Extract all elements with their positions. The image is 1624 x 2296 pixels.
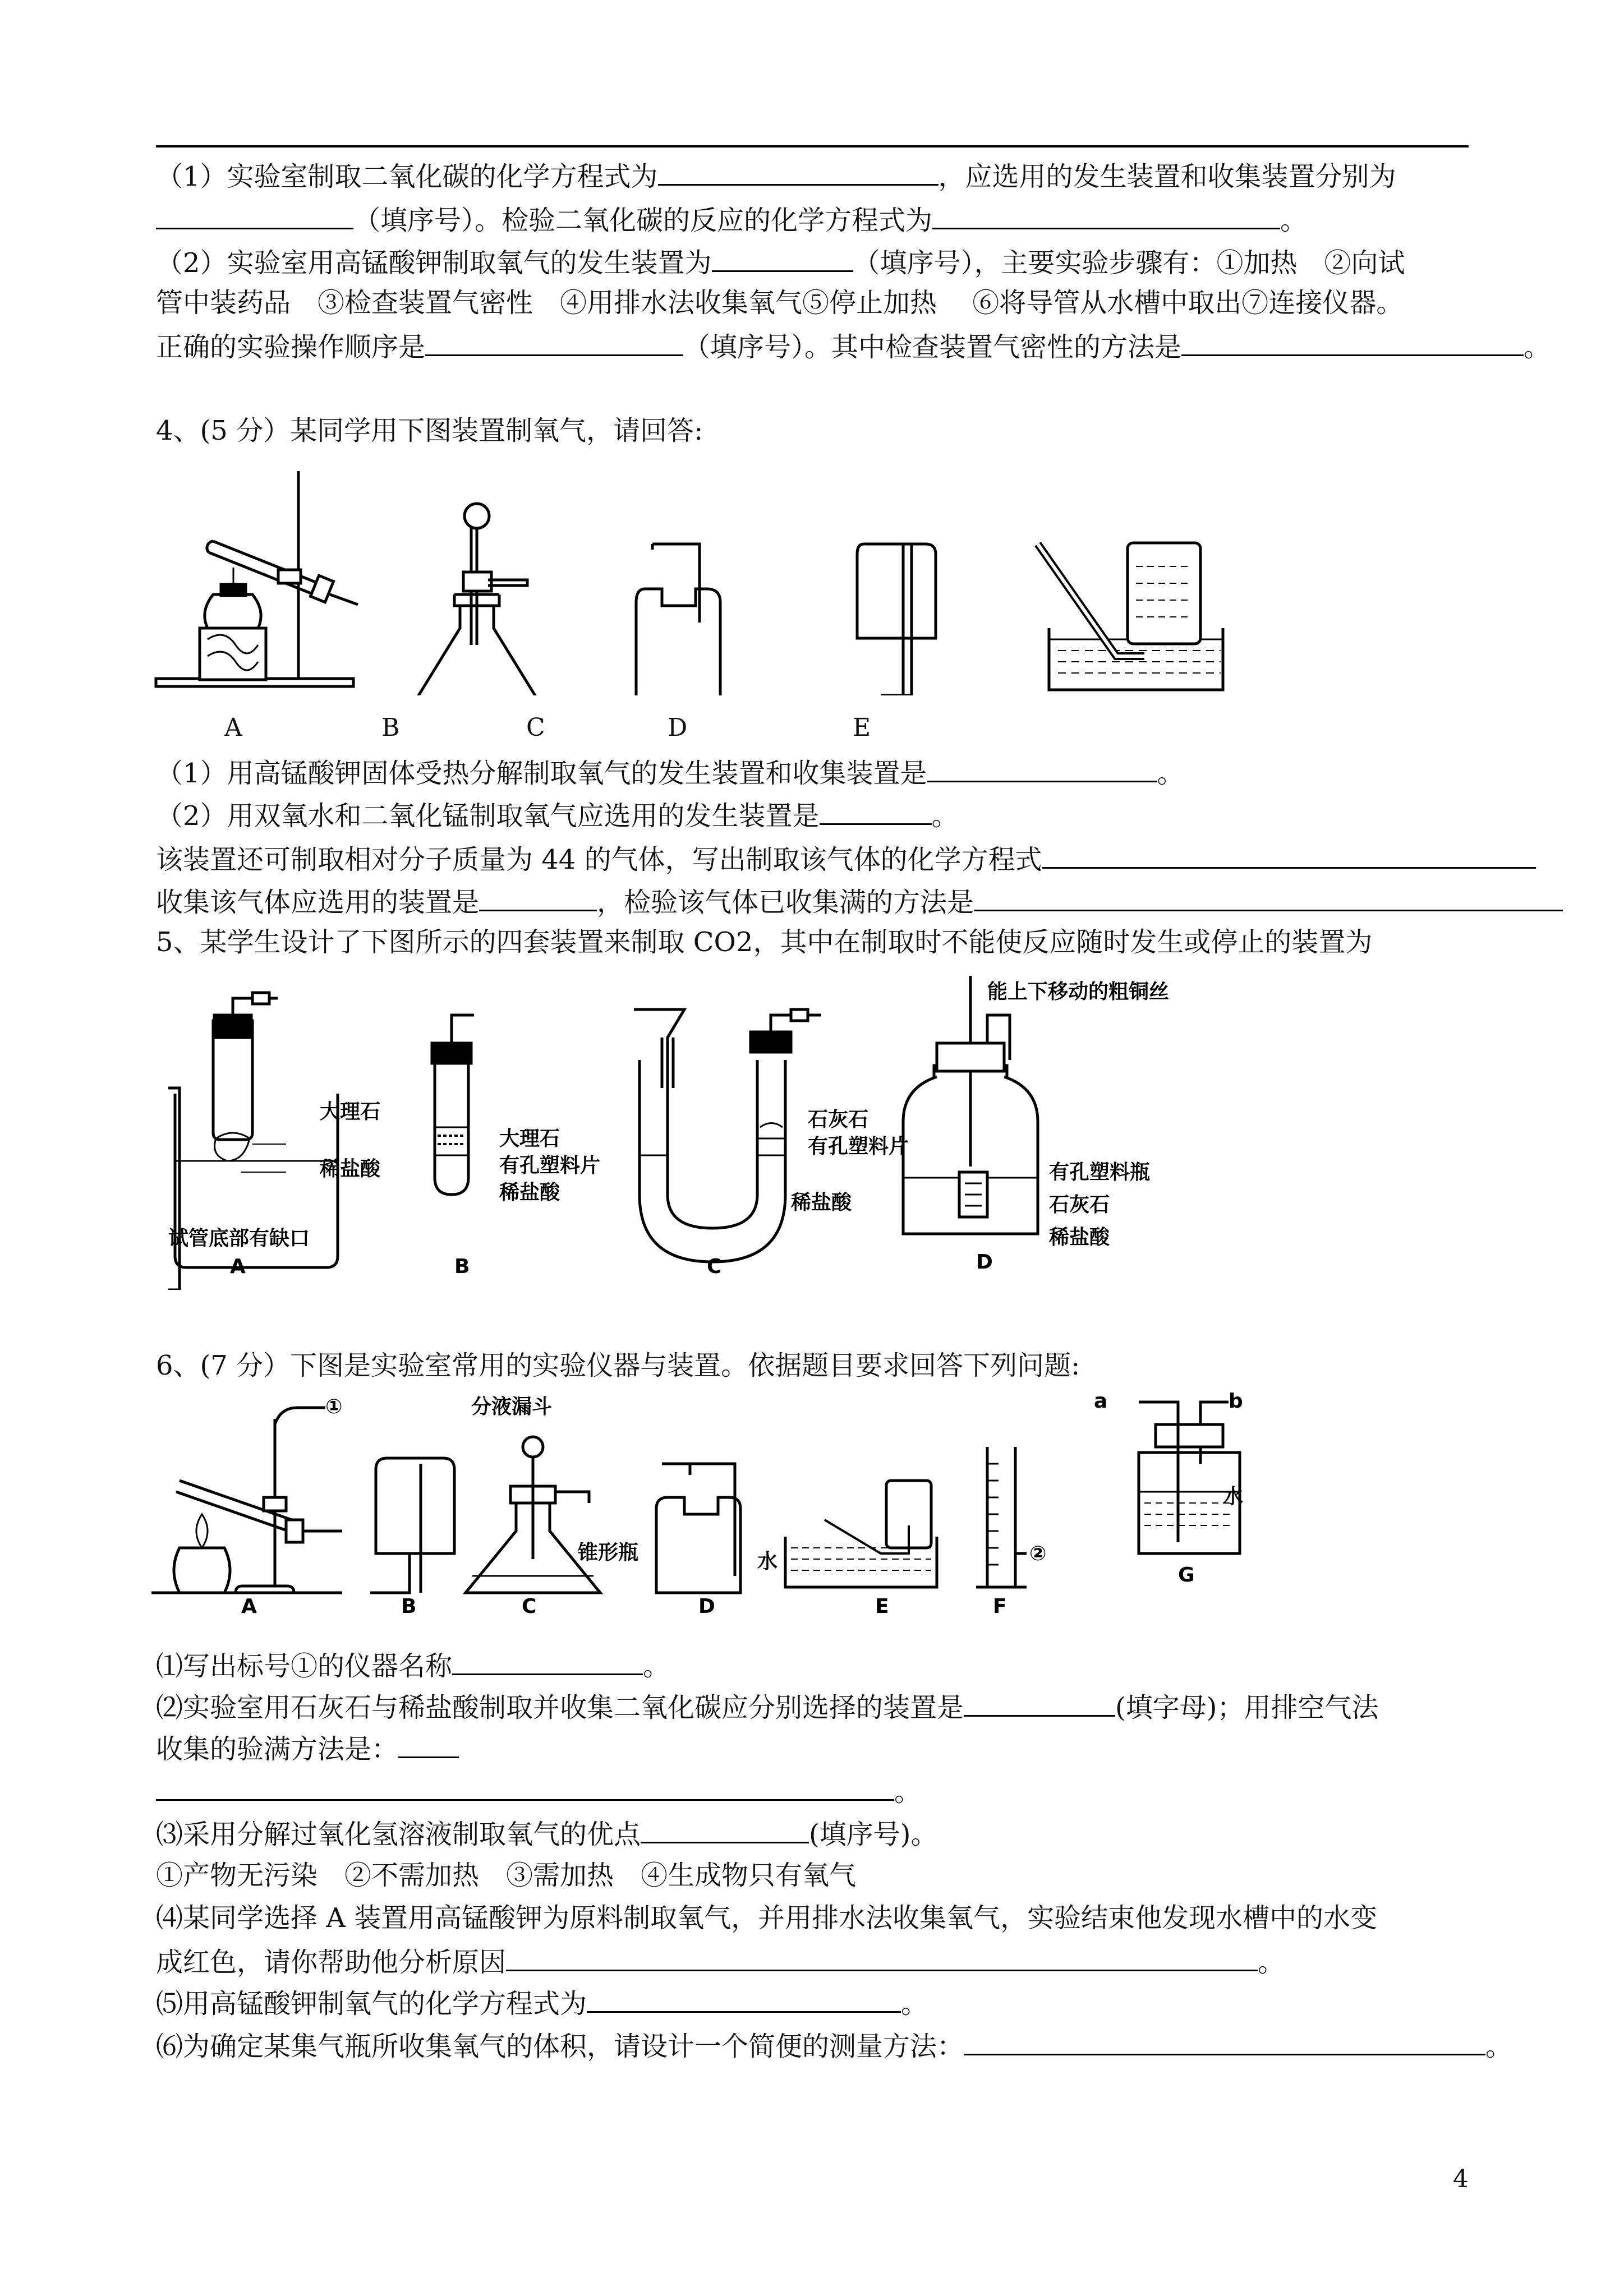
answer-blank[interactable] bbox=[641, 1816, 809, 1843]
q6-line-5 bbox=[156, 1816, 937, 1851]
q6-line-4 bbox=[156, 1773, 921, 1809]
q6-line-3 bbox=[156, 1731, 459, 1766]
apparatus-f-cylinder bbox=[976, 1447, 1027, 1587]
label-a: A bbox=[230, 1255, 246, 1278]
label-a: A bbox=[224, 713, 242, 742]
label-a-port: a bbox=[1094, 1391, 1108, 1413]
answer-blank[interactable] bbox=[425, 329, 683, 356]
label-a: A bbox=[241, 1595, 257, 1615]
answer-blank[interactable] bbox=[398, 1731, 459, 1758]
label-acid-c: 稀盐酸 bbox=[791, 1191, 852, 1214]
q5-apparatus-figure bbox=[151, 976, 1251, 1290]
q6-text: 。 bbox=[1485, 2031, 1513, 2062]
answer-blank[interactable] bbox=[479, 884, 597, 911]
q3-text: （填序号）。其中检查装置气密性的方法是 bbox=[683, 331, 1182, 363]
q4-title: 4、(5 分）某同学用下图装置制氧气，请回答: bbox=[156, 415, 703, 446]
q4-line-2 bbox=[156, 797, 959, 833]
co2-apparatus-c bbox=[634, 1009, 821, 1262]
q6-text: (填字母)；用排空气法 bbox=[1115, 1692, 1379, 1723]
label-funnel: 分液漏斗 bbox=[471, 1395, 553, 1418]
q6-text: (填序号)。 bbox=[809, 1819, 938, 1850]
answer-blank[interactable] bbox=[1181, 329, 1524, 356]
answer-blank[interactable] bbox=[964, 1689, 1115, 1717]
q4-text: 该装置还可制取相对分子质量为 44 的气体，写出制取该气体的化学方程式 bbox=[156, 844, 1042, 875]
q6-text: ⑶采用分解过氧化氢溶液制取氧气的优点 bbox=[156, 1819, 641, 1850]
marker-1: ① bbox=[325, 1395, 343, 1418]
q4-text: （2）用双氧水和二氧化锰制取氧气应选用的发生装置是 bbox=[156, 800, 820, 832]
q3-text: （2）实验室用高锰酸钾制取氧气的发生装置为 bbox=[156, 247, 712, 279]
q6-line-1 bbox=[156, 1648, 670, 1683]
q3-line-4 bbox=[156, 286, 1403, 320]
q6-line-8 bbox=[156, 1944, 1285, 1979]
q6-line-7: ⑷某同学选择 A 装置用高锰酸钾为原料制取氧气，并用排水法收集氧气，实验结束他发现水槽中的水变 bbox=[156, 1902, 1378, 1934]
q6-line-6: ①产物无污染 ②不需加热 ③需加热 ④生成物只有氧气 bbox=[156, 1860, 857, 1891]
co2-apparatus-d bbox=[903, 976, 1038, 1234]
label-b: B bbox=[401, 1595, 417, 1615]
q4-text: ，检验该气体已收集满的方法是 bbox=[597, 887, 974, 918]
co2-apparatus-b bbox=[432, 1015, 474, 1195]
label-acid-d: 稀盐酸 bbox=[1049, 1226, 1110, 1249]
q6-line-9 bbox=[156, 1985, 928, 2021]
q6-text: ⑵实验室用石灰石与稀盐酸制取并收集二氧化碳应分别选择的装置是 bbox=[156, 1692, 964, 1723]
q3-text: （1）实验室制取二氧化碳的化学方程式为 bbox=[156, 161, 658, 192]
apparatus-d-bottle bbox=[857, 544, 936, 695]
answer-blank[interactable] bbox=[452, 1648, 643, 1675]
q4-text: （1）用高锰酸钾固体受热分解制取氧气的发生装置和收集装置是 bbox=[156, 758, 927, 789]
q4-apparatus-figure bbox=[151, 460, 1251, 695]
label-marble-b: 大理石 bbox=[499, 1127, 560, 1150]
q6-text: 收集的验满方法是： bbox=[156, 1733, 399, 1765]
q5-title: 5、某学生设计了下图所示的四套装置来制取 CO2，其中在制取时不能使反应随时发生或停止的装置为 bbox=[156, 926, 1373, 958]
q3-line-3 bbox=[156, 245, 1405, 280]
q3-line-1 bbox=[156, 158, 1396, 193]
q4-line-4 bbox=[156, 884, 1563, 919]
answer-blank[interactable] bbox=[927, 755, 1157, 782]
marker-2: ② bbox=[1029, 1542, 1047, 1565]
label-marble-a: 大理石 bbox=[320, 1100, 381, 1123]
label-c: C bbox=[707, 1255, 722, 1278]
q6-text: 成红色，请你帮助他分析原因 bbox=[156, 1947, 507, 1978]
apparatus-a-heating bbox=[156, 471, 358, 686]
q4-text: 收集该气体应选用的装置是 bbox=[156, 887, 480, 918]
label-water-g: 水 bbox=[1223, 1485, 1244, 1508]
q6-text: 。 bbox=[901, 1988, 928, 2020]
label-lime-c: 石灰石 bbox=[808, 1108, 869, 1131]
q6-text: ⑴写出标号①的仪器名称 bbox=[156, 1650, 453, 1682]
answer-blank[interactable] bbox=[964, 2028, 1485, 2055]
apparatus-d-bottle bbox=[656, 1464, 740, 1593]
q3-text: 正确的实验操作顺序是 bbox=[156, 331, 426, 363]
q6-apparatus-figure bbox=[151, 1391, 1273, 1615]
answer-blank[interactable] bbox=[820, 797, 932, 825]
q3-text: 。 bbox=[1280, 205, 1308, 236]
q6-text: ⑸用高锰酸钾制氧气的化学方程式为 bbox=[156, 1988, 587, 2020]
q6-line-10 bbox=[156, 2028, 1512, 2063]
q3-text: ，应选用的发生装置和收集装置分别为 bbox=[938, 161, 1396, 192]
answer-blank[interactable] bbox=[1042, 841, 1536, 869]
label-plate-c: 有孔塑料片 bbox=[808, 1135, 909, 1158]
q4-line-3 bbox=[156, 841, 1536, 877]
apparatus-b-flask bbox=[415, 504, 539, 695]
label-flask: 锥形瓶 bbox=[578, 1541, 639, 1564]
label-wire-d: 能上下移动的粗铜丝 bbox=[987, 980, 1170, 1003]
label-acid-a: 稀盐酸 bbox=[320, 1158, 381, 1181]
label-c: C bbox=[526, 713, 545, 742]
page-number: 4 bbox=[1453, 2165, 1469, 2193]
label-c: C bbox=[522, 1595, 537, 1615]
label-e: E bbox=[875, 1595, 889, 1615]
apparatus-g-bottle bbox=[1139, 1402, 1240, 1553]
label-lime-d: 石灰石 bbox=[1049, 1193, 1110, 1216]
label-d: D bbox=[668, 713, 688, 742]
label-plate-b: 有孔塑料片 bbox=[499, 1154, 601, 1177]
q3-text: （填序号），主要实验步骤有：①加热 ②向试 bbox=[853, 247, 1405, 279]
label-b: B bbox=[454, 1255, 470, 1278]
q3-line-2 bbox=[156, 202, 1307, 237]
q6-text: 。 bbox=[894, 1776, 922, 1808]
q3-text: 管中装药品 ③检查装置气密性 ④用排水法收集氧气⑤停止加热 ⑥将导管从水槽中取出⑦连接仪器。 bbox=[156, 287, 1404, 319]
q6-text: 。 bbox=[1258, 1947, 1285, 1978]
label-bottle-d: 有孔塑料瓶 bbox=[1049, 1161, 1151, 1184]
top-rule bbox=[156, 145, 1469, 147]
q4-text: 。 bbox=[1157, 758, 1184, 789]
label-e: E bbox=[853, 713, 871, 742]
label-d: D bbox=[698, 1595, 715, 1615]
answer-blank[interactable] bbox=[712, 245, 853, 272]
apparatus-c-flask bbox=[466, 1437, 600, 1593]
apparatus-e-trough bbox=[1038, 543, 1223, 690]
answer-blank[interactable] bbox=[658, 158, 938, 186]
label-note-a: 试管底部有缺口 bbox=[168, 1227, 310, 1250]
label-water-e: 水 bbox=[757, 1550, 778, 1573]
answer-blank[interactable] bbox=[974, 884, 1563, 911]
label-d: D bbox=[976, 1251, 993, 1274]
q6-text: 。 bbox=[643, 1650, 670, 1682]
label-f: F bbox=[993, 1595, 1007, 1615]
q3-text: 。 bbox=[1524, 331, 1551, 363]
q3-line-5 bbox=[156, 329, 1551, 364]
label-b: B bbox=[381, 713, 400, 742]
answer-blank[interactable] bbox=[506, 1944, 1258, 1971]
q4-text: 。 bbox=[931, 800, 959, 832]
label-g: G bbox=[1178, 1564, 1195, 1587]
label-acid-b: 稀盐酸 bbox=[499, 1181, 560, 1204]
apparatus-e-trough bbox=[785, 1481, 937, 1587]
q6-line-2 bbox=[156, 1689, 1378, 1725]
answer-blank[interactable] bbox=[587, 1985, 901, 2013]
apparatus-c-bottle bbox=[636, 544, 720, 695]
apparatus-a-heating bbox=[151, 1408, 342, 1593]
answer-blank[interactable] bbox=[156, 1773, 894, 1801]
q6-title: 6、(7 分）下图是实验室常用的实验仪器与装置。依据题目要求回答下列问题: bbox=[156, 1350, 1080, 1381]
label-b-port: b bbox=[1229, 1391, 1243, 1413]
q6-text: ⑹为确定某集气瓶所收集氧气的体积，请设计一个简便的测量方法： bbox=[156, 2031, 964, 2062]
q4-line-1 bbox=[156, 755, 1184, 790]
answer-blank[interactable] bbox=[156, 202, 353, 229]
answer-blank[interactable] bbox=[932, 202, 1280, 229]
q3-text: （填序号）。检验二氧化碳的反应的化学方程式为 bbox=[353, 205, 933, 236]
apparatus-b-bottle bbox=[370, 1458, 454, 1593]
